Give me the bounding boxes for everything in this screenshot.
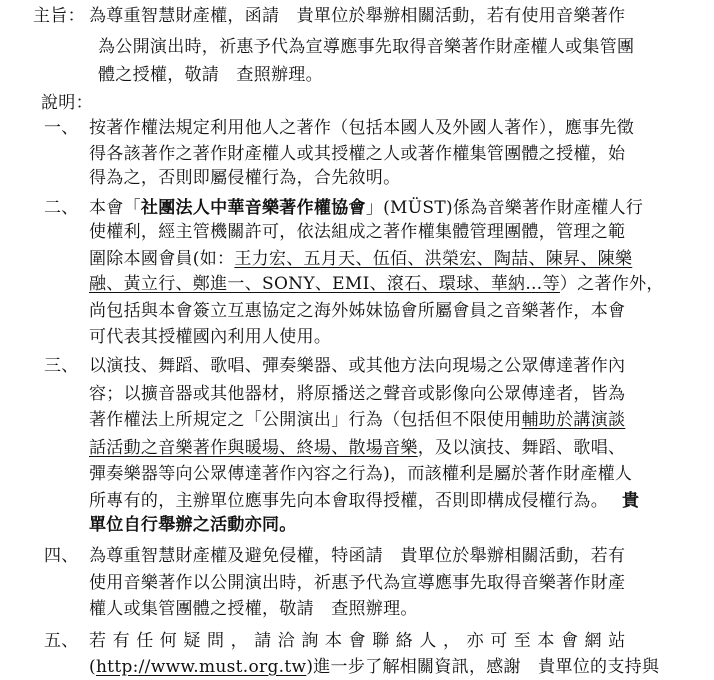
item-1-line-2: 得各該著作之著作財產權人或其授權之人或著作權集管團體之授權，始 [89,144,626,164]
item-4-line-3: 權人或集管團體之授權，敬請 查照辦理。 [89,599,418,619]
item-3-line-1: 以演技、舞蹈、歌唱、彈奏樂器、或其他方法向現場之公眾傳達著作內 [89,356,626,376]
item-5-line-1: 若有任何疑問，請洽詢本會聯絡人，亦可至本會網站 [89,631,632,651]
background-music-note-2: 話活動之音樂著作與暖場、終場、散場音樂 [89,438,418,458]
item-5-line-2-end: )進一步了解相關資訊，感謝 貴單位的支持與 [306,657,660,677]
item-3-line-4 [89,437,625,459]
item-3-line-3-start: 著作權法上所規定之「公開演出」行為（包括但不限使用 [89,410,522,430]
subject-label: 主旨： [33,6,85,26]
item-3-line-6-start: 所專有的，主辦單位應事先向本會取得授權，否則即構成侵權行為。 [89,491,608,511]
item-2-number: 二、 [44,198,79,218]
item-4-number: 四、 [44,546,79,566]
item-4-line-2: 使用音樂著作以公開演出時，祈惠予代為宣導應事先取得音樂著作財產 [89,573,626,593]
item-2-line-5: 尚包括與本會簽立互惠協定之海外姊妹協會所屬會員之音樂著作，本會 [89,301,626,321]
item-5-number: 五、 [44,631,79,651]
item-2-line-1 [89,197,643,219]
item-3-line-6 [89,490,639,512]
member-list-part-1: 王力宏、五月天、伍佰、洪榮宏、陶喆、陳昇、陳樂 [234,249,633,269]
item-2-line-4-end: ）之著作外， [559,274,664,294]
background-music-note-1: 輔助於講演談 [521,410,626,430]
item-5-line-2-open: ( [89,657,96,677]
item-2-line-6: 可代表其授權國內利用人使用。 [89,327,332,347]
association-name: 社團法人中華音樂著作權協會 [140,198,366,218]
item-2-line-4 [89,273,664,295]
item-3-line-4-end: ，及以演技、舞蹈、歌唱、 [417,438,626,458]
member-list-part-2: 融、黃立行、鄭進一、SONY、EMI、滾石、環球、華納…等 [89,274,560,294]
item-2-line-3 [89,248,632,270]
subject-line-3: 體之授權，敬請 查照辦理。 [98,65,323,85]
website-link[interactable]: http://www.must.org.tw [95,657,307,677]
item-1-number: 一、 [44,118,79,138]
item-1-line-1: 按著作權法規定利用他人之著作（包括本國人及外國人著作），應事先徵 [89,118,635,138]
item-2-line-3-start: 圍除本國會員(如： [89,249,235,269]
item-2-line-1-start: 本會「 [89,198,141,218]
item-3-line-7: 單位自行舉辦之活動亦同。 [89,515,297,535]
explanation-label: 說明： [41,93,93,113]
item-5-line-2 [89,656,659,678]
item-3-line-3 [89,409,625,431]
item-3-line-6-bold: 貴 [622,491,640,511]
item-1-line-3: 得為之，否則即屬侵權行為，合先敘明。 [89,168,401,188]
subject-line-1: 為尊重智慧財產權，函請 貴單位於舉辦相關活動，若有使用音樂著作 [89,6,626,26]
item-2-line-1-end: 」(MÜST)係為音樂著作財產權人行 [365,198,644,218]
item-4-line-1: 為尊重智慧財產權及避免侵權，特函請 貴單位於舉辦相關活動，若有 [89,546,626,566]
subject-line-2: 為公開演出時，祈惠予代為宣導應事先取得音樂著作財產權人或集管團 [98,37,635,57]
item-2-line-2: 使權利，經主管機關許可，依法組成之著作權集體管理團體，管理之範 [89,222,626,242]
item-3-number: 三、 [44,356,79,376]
item-3-line-5: 彈奏樂器等向公眾傳達著作內容之行為)，而該權利是屬於著作財產權人 [89,464,633,484]
item-3-line-2: 容；以擴音器或其他器材，將原播送之聲音或影像向公眾傳達者，皆為 [89,384,626,404]
